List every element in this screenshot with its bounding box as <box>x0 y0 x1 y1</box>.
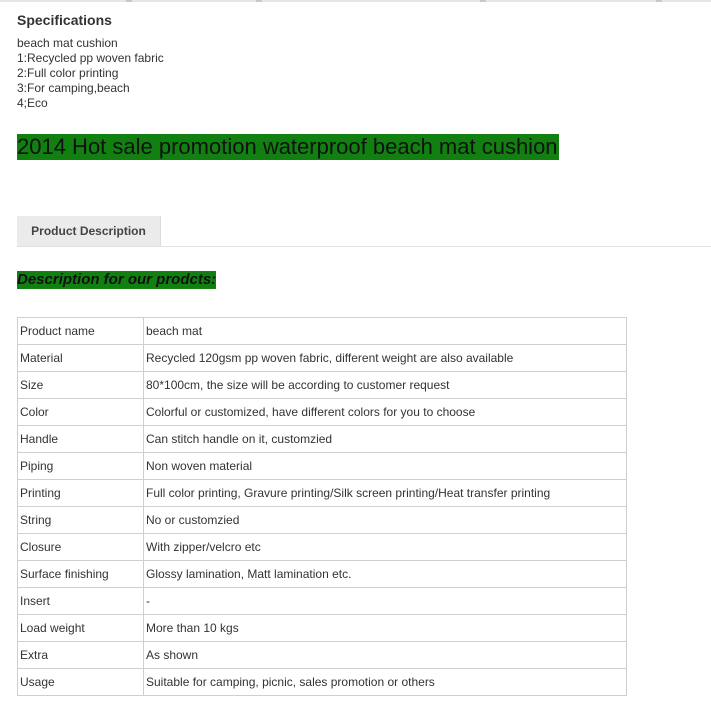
divider-mark <box>126 0 132 2</box>
row-value: Colorful or customized, have different colors for you to choose <box>144 399 627 426</box>
table-row <box>18 615 627 642</box>
row-label: Size <box>18 372 144 399</box>
row-label: Usage <box>18 669 144 696</box>
row-label: Closure <box>18 534 144 561</box>
product-spec-table <box>17 317 627 696</box>
table-row <box>18 345 627 372</box>
spec-line: beach mat cushion <box>17 36 118 50</box>
row-value: With zipper/velcro etc <box>144 534 627 561</box>
row-label: Load weight <box>18 615 144 642</box>
specifications-list <box>17 36 164 111</box>
row-value: Recycled 120gsm pp woven fabric, different weight are also available <box>144 345 627 372</box>
row-value: As shown <box>144 642 627 669</box>
table-row <box>18 669 627 696</box>
description-heading: Description for our prodcts: <box>17 271 217 288</box>
divider-mark <box>256 0 262 2</box>
table-row <box>18 453 627 480</box>
table-row <box>18 426 627 453</box>
row-value: Non woven material <box>144 453 627 480</box>
row-value: Suitable for camping, picnic, sales promotion or others <box>144 669 627 696</box>
specifications-title: Specifications <box>17 12 112 28</box>
row-label: Product name <box>18 318 144 345</box>
table-row <box>18 318 627 345</box>
row-label: Extra <box>18 642 144 669</box>
tab-product-description[interactable]: Product Description <box>17 216 161 246</box>
row-label: Piping <box>18 453 144 480</box>
table-row <box>18 372 627 399</box>
row-value: No or customzied <box>144 507 627 534</box>
row-value: Glossy lamination, Matt lamination etc. <box>144 561 627 588</box>
table-row <box>18 534 627 561</box>
row-label: Surface finishing <box>18 561 144 588</box>
table-row <box>18 480 627 507</box>
row-value: - <box>144 588 627 615</box>
top-divider <box>0 0 711 2</box>
table-row <box>18 642 627 669</box>
row-label: Material <box>18 345 144 372</box>
table-row <box>18 399 627 426</box>
row-value: Full color printing, Gravure printing/Silk screen printing/Heat transfer printing <box>144 480 627 507</box>
row-label: Handle <box>18 426 144 453</box>
row-label: Insert <box>18 588 144 615</box>
tab-bar <box>17 216 711 247</box>
product-headline: 2014 Hot sale promotion waterproof beach mat cushion <box>17 134 558 159</box>
row-label: String <box>18 507 144 534</box>
row-value: Can stitch handle on it, customzied <box>144 426 627 453</box>
spec-line: 2:Full color printing <box>17 66 119 80</box>
divider-mark <box>656 0 662 2</box>
divider-mark <box>480 0 486 2</box>
table-row <box>18 588 627 615</box>
table-row <box>18 561 627 588</box>
row-label: Color <box>18 399 144 426</box>
row-value: 80*100cm, the size will be according to customer request <box>144 372 627 399</box>
row-value: beach mat <box>144 318 627 345</box>
spec-line: 1:Recycled pp woven fabric <box>17 51 164 65</box>
table-row <box>18 507 627 534</box>
spec-line: 4;Eco <box>17 96 48 110</box>
row-label: Printing <box>18 480 144 507</box>
spec-line: 3:For camping,beach <box>17 81 130 95</box>
row-value: More than 10 kgs <box>144 615 627 642</box>
